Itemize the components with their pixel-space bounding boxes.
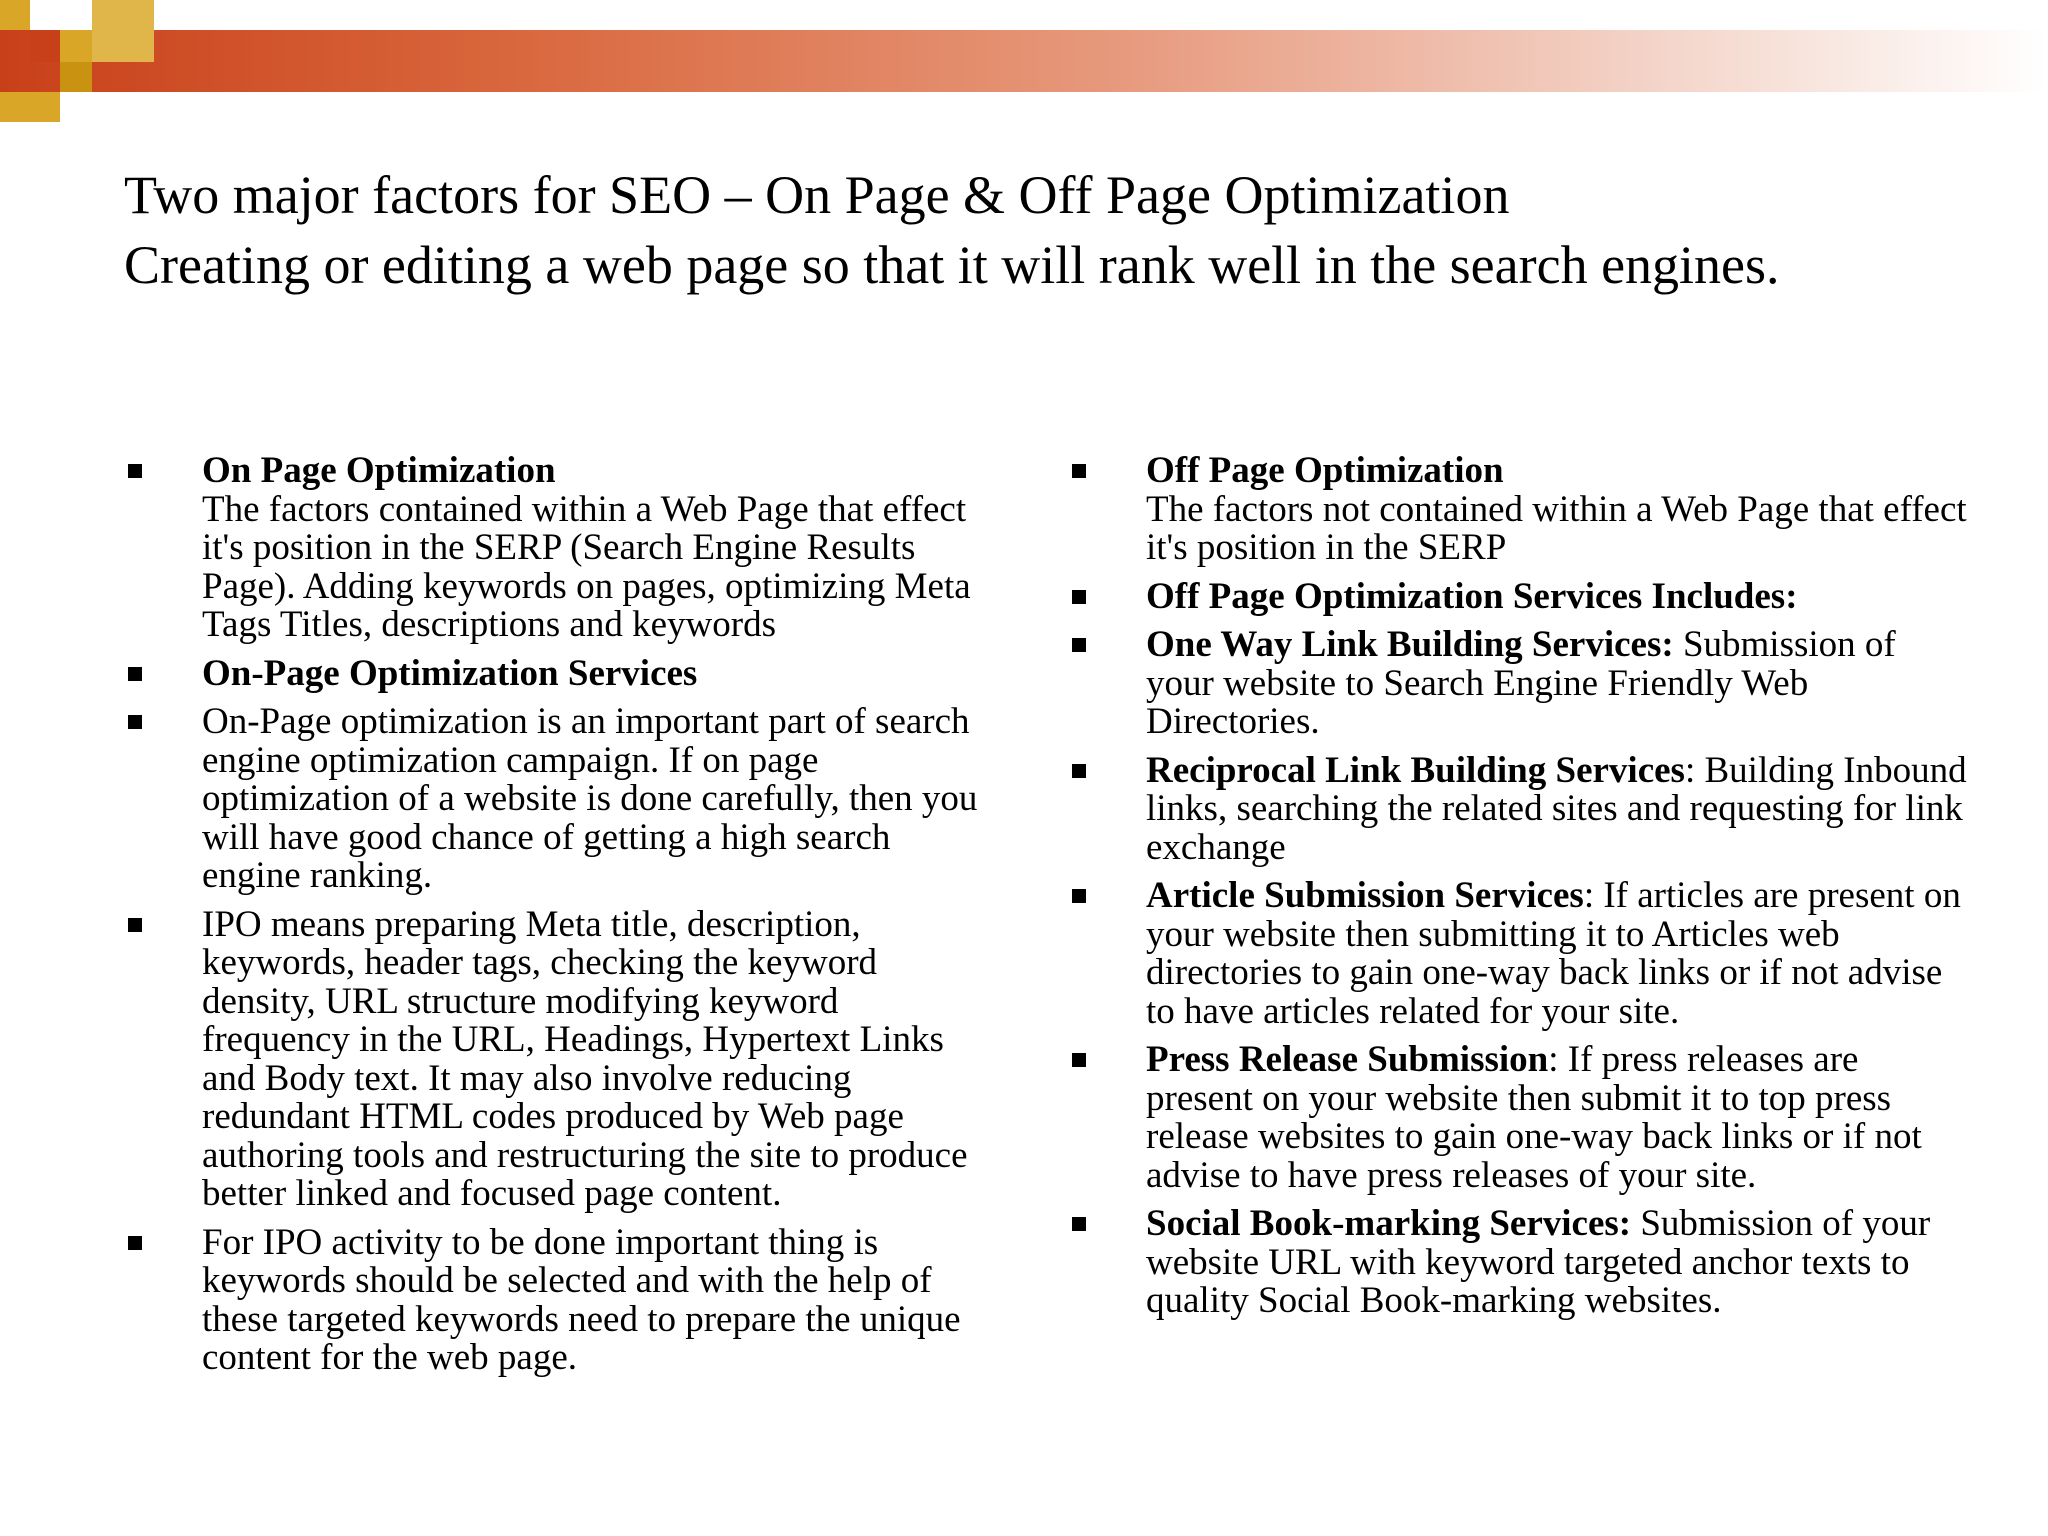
decor-square bbox=[92, 0, 154, 62]
header-gradient-band bbox=[0, 30, 2048, 92]
list-item bbox=[124, 703, 994, 896]
item-paragraph bbox=[1146, 626, 1968, 742]
item-text: IPO means preparing Meta title, description, keywords, header tags, checking the keyword density, URL structure modifying keyword frequency in the URL, Headings, Hypertext Links and Body text. It may also involve reducing redundant HTML codes produced by Web page authoring tools and restructuring the site to produce better linked and focused page content. bbox=[202, 903, 968, 1214]
bullet-icon bbox=[1072, 638, 1086, 652]
list-item bbox=[1068, 1041, 1968, 1195]
item-heading: Reciprocal Link Building Services bbox=[1146, 749, 1685, 791]
item-heading: One Way Link Building Services: bbox=[1146, 624, 1674, 665]
decor-square bbox=[0, 92, 60, 122]
item-heading: Article Submission Services bbox=[1146, 875, 1584, 916]
item-text: : If press releases are present on your website then submit it to top press release websites to gain one-way back links or if not advise to have press releases of your site. bbox=[1146, 1039, 1922, 1196]
item-paragraph bbox=[1146, 749, 1968, 868]
bullet-icon bbox=[1072, 764, 1086, 778]
list-item bbox=[1068, 877, 1968, 1031]
item-heading: On-Page Optimization Services bbox=[202, 652, 698, 694]
item-heading: On Page Optimization bbox=[202, 450, 556, 491]
list-item bbox=[1068, 1205, 1968, 1321]
list-item bbox=[1068, 749, 1968, 868]
bullet-icon bbox=[128, 464, 142, 478]
decor-square bbox=[60, 62, 92, 92]
bullet-icon bbox=[1072, 1217, 1086, 1231]
title-line-2: Creating or editing a web page so that it will rank well in the search engines. bbox=[124, 235, 1780, 295]
list-item bbox=[1068, 452, 1968, 568]
bullet-icon bbox=[128, 1236, 142, 1250]
item-heading: Press Release Submission bbox=[1146, 1039, 1549, 1080]
decor-square bbox=[60, 30, 92, 62]
item-text: The factors contained within a Web Page that effect it's position in the SERP (Search Engine Results Page). Adding keywords on pages, optimizing Meta Tags Titles, descriptions and keywords bbox=[202, 488, 971, 645]
item-text: For IPO activity to be done important thing is keywords should be selected and with the help of these targeted keywords need to prepare the unique content for the web page. bbox=[202, 1221, 961, 1378]
list-item bbox=[124, 452, 994, 645]
bullet-icon bbox=[128, 918, 142, 932]
item-paragraph bbox=[1146, 1205, 1968, 1321]
title-line-1: Two major factors for SEO – On Page & Off Page Optimization bbox=[124, 165, 1510, 225]
list-item bbox=[124, 652, 994, 694]
bullet-icon bbox=[128, 715, 142, 729]
decor-square bbox=[0, 0, 30, 30]
left-column bbox=[124, 452, 994, 1388]
item-text: Submission of your website URL with keyword targeted anchor texts to quality Social Book-marking websites. bbox=[1146, 1203, 1931, 1321]
item-heading: Off Page Optimization bbox=[1146, 450, 1504, 491]
item-text: Submission of your website to Search Engine Friendly Web Directories. bbox=[1146, 624, 1896, 742]
item-text: On-Page optimization is an important part of search engine optimization campaign. If on page optimization of a website is done carefully, then you will have good chance of getting a high search engine ranking. bbox=[202, 701, 978, 896]
item-text: : If articles are present on your website then submitting it to Articles web directories to gain one-way back links or if not advise to have articles related for your site. bbox=[1146, 875, 1961, 1032]
bullet-icon bbox=[1072, 464, 1086, 478]
bullet-icon bbox=[1072, 889, 1086, 903]
bullet-icon bbox=[128, 667, 142, 681]
item-paragraph bbox=[1146, 1041, 1968, 1195]
item-text: The factors not contained within a Web Page that effect it's position in the SERP bbox=[1146, 488, 1967, 568]
item-heading: Social Book-marking Services: bbox=[1146, 1203, 1632, 1244]
list-item bbox=[1068, 575, 1968, 617]
bullet-icon bbox=[1072, 590, 1086, 604]
item-text: : Building Inbound links, searching the related sites and requesting for link exchange bbox=[1146, 749, 1967, 868]
list-item bbox=[124, 1221, 994, 1378]
list-item bbox=[1068, 626, 1968, 742]
item-paragraph bbox=[1146, 877, 1968, 1031]
list-item bbox=[124, 903, 994, 1214]
right-column bbox=[1068, 452, 1968, 1331]
slide-title bbox=[124, 160, 2004, 300]
decor-square bbox=[30, 30, 60, 62]
bullet-icon bbox=[1072, 1053, 1086, 1067]
item-heading: Off Page Optimization Services Includes: bbox=[1146, 575, 1798, 617]
